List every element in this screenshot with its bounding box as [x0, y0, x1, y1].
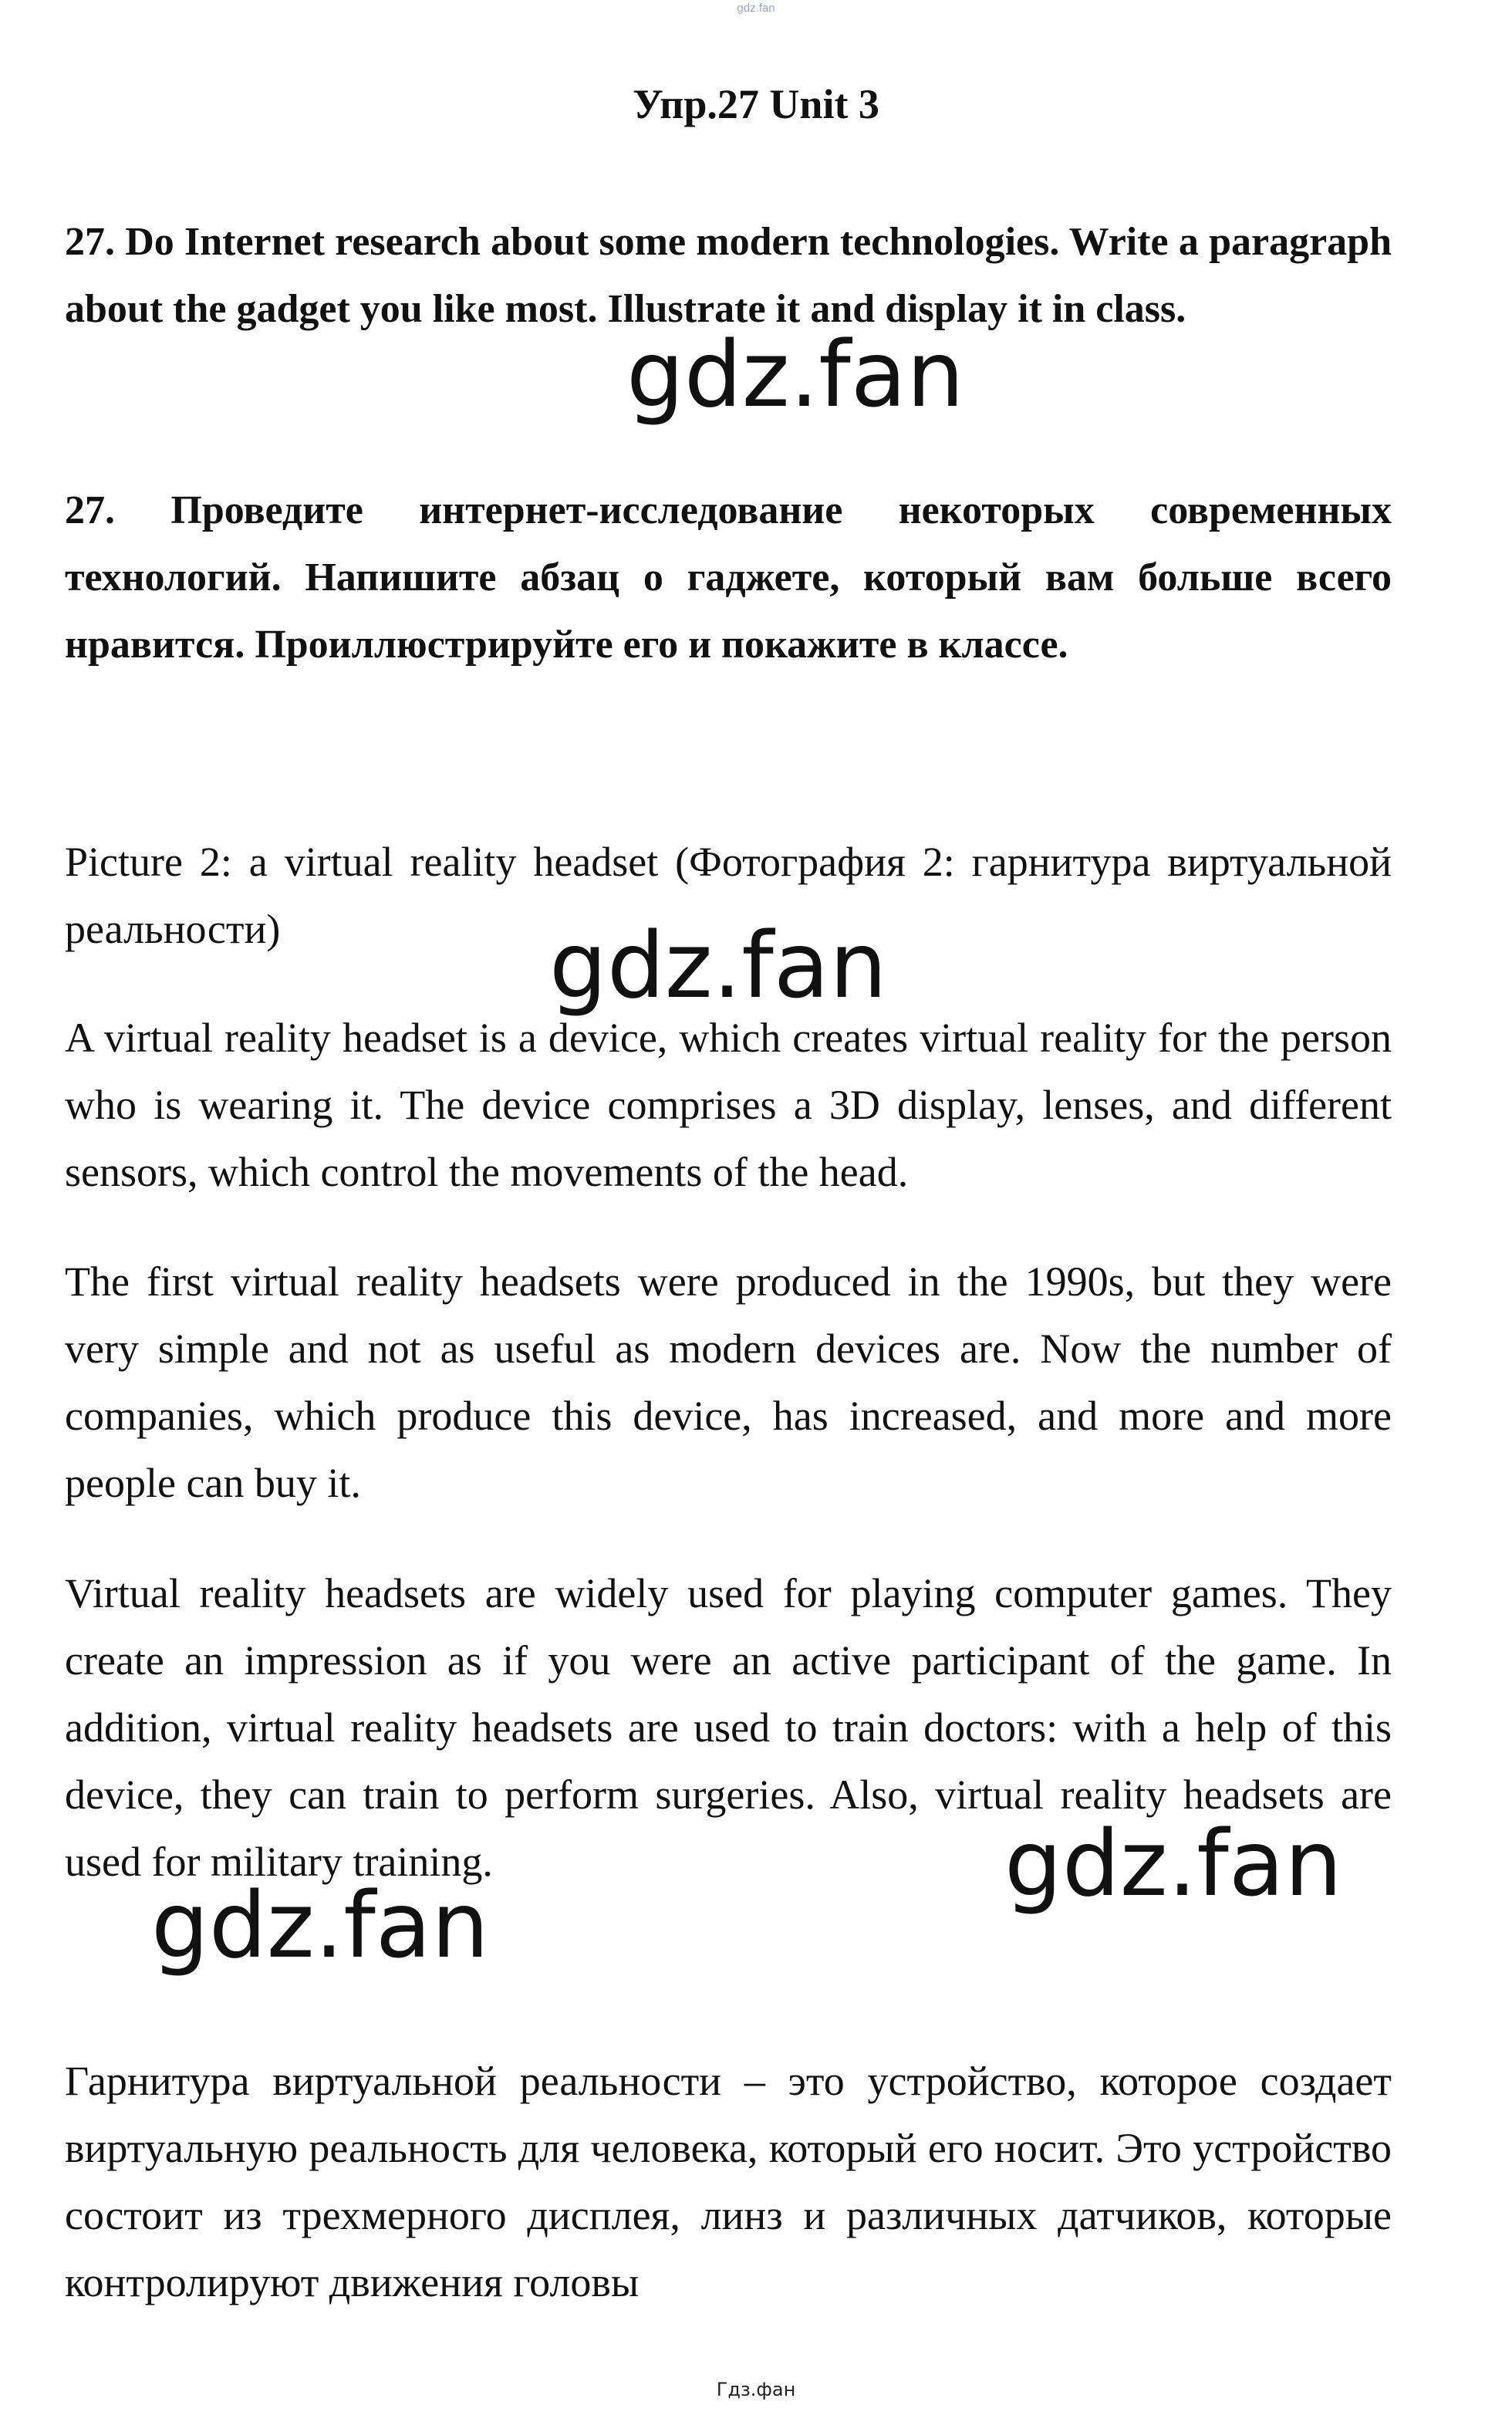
watermark: gdz.fan [626, 321, 964, 427]
watermark: gdz.fan [549, 912, 887, 1018]
watermark: gdz.fan [151, 1872, 489, 1978]
answer-paragraph-1: A virtual reality headset is a device, which creates virtual reality for the person who is wearing it. The device comprises a 3D display, lenses, and different sensors, which control the movements of the head. [65, 1015, 1392, 1195]
picture-caption: Picture 2: a virtual reality headset (Фотография 2: гарнитура виртуальной реальности) [65, 839, 1392, 952]
watermark: gdz.fan [1004, 1810, 1342, 1917]
page-title: Упр.27 Unit 3 [633, 81, 879, 127]
task-english: 27. Do Internet research about some modern technologies. Write a paragraph about the gadget you like most. Illustrate it and display it in class. [65, 220, 1392, 331]
answer-paragraph-2: The first virtual reality headsets were produced in the 1990s, but they were very simple and not as useful as modern devices are. Now the number of companies, which produce this device, has increased, and more and more people can buy it. [65, 1258, 1392, 1506]
top-site-mark: gdz.fan [737, 2, 775, 15]
translation-paragraph: Гарнитура виртуальной реальности – это устройство, которое создает виртуальную реальность для человека, который его носит. Это устройство состоит из трехмерного дисплея, линз и различных датчиков, которые контролируют движения головы [65, 2058, 1392, 2305]
answer-paragraph-3: Virtual reality headsets are widely used for playing computer games. They create an impression as if you were an active participant of the game. In addition, virtual reality headsets are used to train doctors: with a help of this device, they can train to perform surgeries. Also, virtual reality headsets are used for military training. [65, 1570, 1392, 1885]
footer-site-mark: Гдз.фан [716, 2379, 796, 2400]
task-russian: 27. Проведите интернет-исследование некоторых современных технологий. Напишите абзац о гаджете, который вам больше всего нравится. Проиллюстрируйте его и покажите в классе. [65, 488, 1392, 667]
